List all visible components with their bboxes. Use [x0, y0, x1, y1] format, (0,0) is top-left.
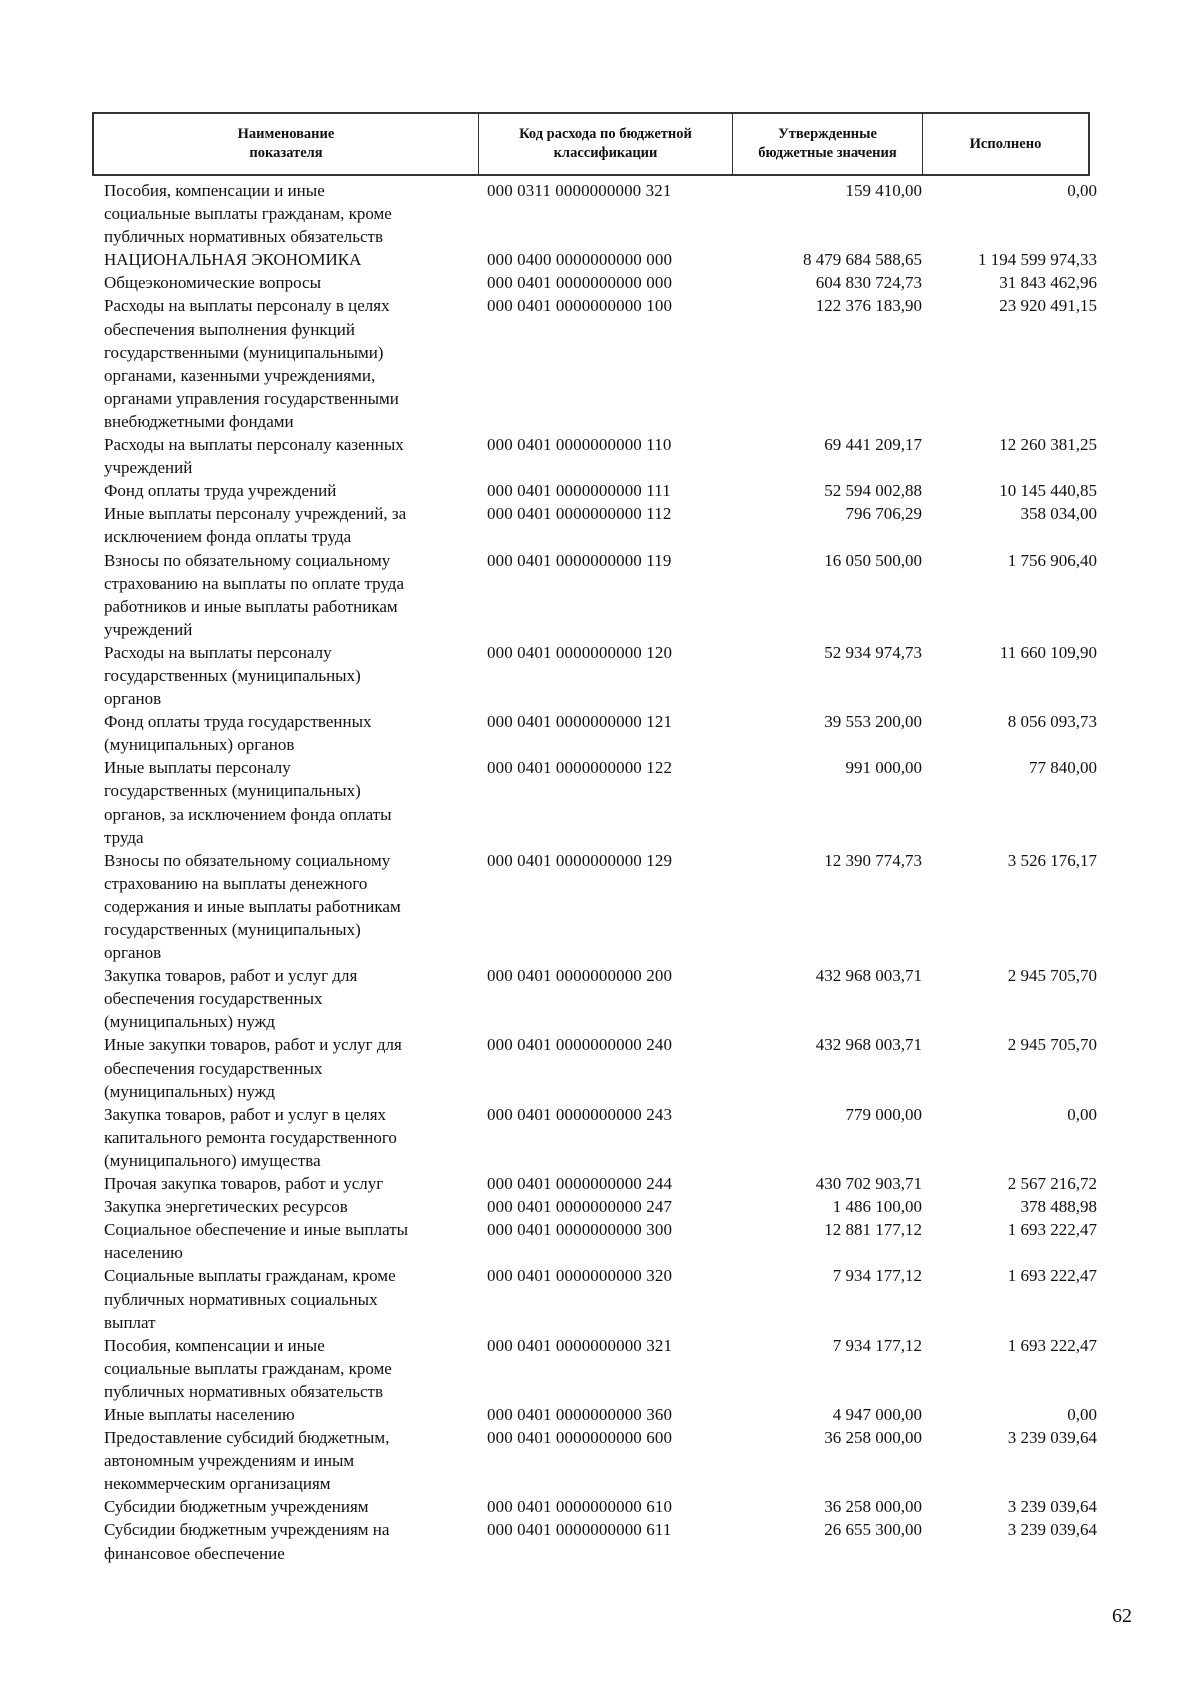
row-code: 000 0401 0000000000 610 [487, 1497, 673, 1517]
header-name: Наименование показателя [237, 126, 335, 161]
row-code: 000 0401 0000000000 112 [487, 504, 672, 524]
row-code: 000 0401 0000000000 300 [487, 1220, 673, 1240]
row-done: 358 034,00 [1020, 504, 1097, 524]
table-row [0, 1264, 1200, 1333]
row-approved: 159 410,00 [845, 181, 922, 200]
row-code: 000 0401 0000000000 121 [487, 712, 673, 732]
row-done: 1 693 222,47 [1007, 1266, 1097, 1286]
row-done: 1 693 222,47 [1007, 1335, 1097, 1355]
row-done: 2 945 705,70 [1007, 966, 1097, 986]
row-code: 000 0401 0000000000 122 [487, 758, 673, 778]
table-row [0, 1195, 1200, 1218]
row-name: НАЦИОНАЛЬНАЯ ЭКОНОМИКА [104, 250, 362, 270]
row-name: Прочая закупка товаров, работ и услуг [104, 1174, 384, 1194]
row-done: 0,00 [1067, 1104, 1097, 1124]
row-approved: 122 376 183,90 [815, 296, 922, 316]
row-code: 000 0401 0000000000 244 [487, 1174, 673, 1194]
row-done: 31 843 462,96 [999, 273, 1097, 293]
row-approved: 432 968 003,71 [815, 966, 922, 986]
row-approved: 432 968 003,71 [815, 1035, 922, 1055]
row-code: 000 0400 0000000000 000 [487, 250, 673, 270]
row-code: 000 0401 0000000000 111 [487, 481, 671, 501]
row-approved: 12 390 774,73 [824, 850, 922, 870]
row-approved: 779 000,00 [845, 1104, 922, 1124]
row-name: Иные закупки товаров, работ и услуг для обеспечения государственных (муниципальных) нужд [104, 1035, 402, 1101]
row-done: 10 145 440,85 [999, 481, 1097, 501]
row-approved: 12 881 177,12 [824, 1220, 922, 1240]
row-name: Социальное обеспечение и иные выплаты населению [104, 1220, 409, 1263]
table-row [0, 1518, 1200, 1564]
row-done: 1 756 906,40 [1007, 550, 1097, 570]
row-name: Предоставление субсидий бюджетным, автономным учреждениям и иным некоммерческим организациям [104, 1428, 390, 1494]
row-approved: 604 830 724,73 [815, 273, 922, 293]
page-number: 62 [1112, 1605, 1132, 1627]
row-approved: 39 553 200,00 [824, 712, 922, 732]
row-code: 000 0401 0000000000 360 [487, 1404, 673, 1424]
header-approved: Утвержденные бюджетные значения [732, 114, 922, 174]
table-header [92, 112, 1090, 176]
table-row [0, 1495, 1200, 1518]
row-code: 000 0401 0000000000 321 [487, 1335, 673, 1355]
row-code: 000 0401 0000000000 247 [487, 1197, 673, 1217]
table-row [0, 1033, 1200, 1102]
table-row [0, 1218, 1200, 1264]
header-done: Исполнено [922, 114, 1088, 174]
row-approved: 1 486 100,00 [832, 1197, 922, 1217]
table-row [0, 756, 1200, 848]
row-name: Взносы по обязательному социальному страхованию на выплаты денежного содержания и иные выплаты работникам государственных (муниципальных) органов [104, 850, 401, 963]
table-row [0, 248, 1200, 271]
table-row [0, 641, 1200, 710]
row-code: 000 0401 0000000000 600 [487, 1428, 673, 1448]
table-row [0, 1103, 1200, 1172]
table-row [0, 271, 1200, 294]
row-name: Иные выплаты персоналу государственных (муниципальных) органов, за исключением фонда оплаты труда [104, 758, 392, 847]
row-approved: 52 594 002,88 [824, 481, 922, 501]
row-done: 77 840,00 [1029, 758, 1097, 778]
row-approved: 7 934 177,12 [832, 1266, 922, 1286]
row-name: Пособия, компенсации и иные социальные выплаты гражданам, кроме публичных нормативных обязательств [104, 181, 392, 247]
row-approved: 4 947 000,00 [832, 1404, 922, 1424]
row-name: Закупка товаров, работ и услуг для обеспечения государственных (муниципальных) нужд [104, 966, 358, 1032]
row-done: 8 056 093,73 [1007, 712, 1097, 732]
table-row [0, 479, 1200, 502]
table-row [0, 1172, 1200, 1195]
row-code: 000 0401 0000000000 119 [487, 550, 672, 570]
row-name: Фонд оплаты труда учреждений [104, 481, 337, 501]
table-row [0, 179, 1200, 248]
row-approved: 26 655 300,00 [824, 1520, 922, 1540]
table-row [0, 433, 1200, 479]
table-body [0, 179, 1200, 1565]
row-name: Расходы на выплаты персоналу в целях обеспечения выполнения функций государственными (муниципальными) органами, казенными учреждениями, органами управления государственными внебюджетными фондами [104, 296, 399, 431]
row-done: 3 239 039,64 [1007, 1428, 1097, 1448]
header-code: Код расхода по бюджетной классификации [478, 114, 732, 174]
row-name: Субсидии бюджетным учреждениям на финансовое обеспечение [104, 1520, 390, 1563]
row-code: 000 0401 0000000000 100 [487, 296, 673, 316]
row-code: 000 0401 0000000000 240 [487, 1035, 673, 1055]
row-code: 000 0401 0000000000 000 [487, 273, 673, 293]
row-approved: 796 706,29 [845, 504, 922, 524]
row-code: 000 0401 0000000000 129 [487, 850, 673, 870]
table-row [0, 549, 1200, 641]
row-code: 000 0401 0000000000 200 [487, 966, 673, 986]
row-done: 3 526 176,17 [1007, 850, 1097, 870]
table-row [0, 1403, 1200, 1426]
row-approved: 16 050 500,00 [824, 550, 922, 570]
row-name: Субсидии бюджетным учреждениям [104, 1497, 369, 1517]
row-name: Расходы на выплаты персоналу казенных учреждений [104, 435, 404, 478]
row-name: Фонд оплаты труда государственных (муниципальных) органов [104, 712, 372, 755]
row-name: Пособия, компенсации и иные социальные выплаты гражданам, кроме публичных нормативных обязательств [104, 1335, 392, 1401]
row-done: 2 567 216,72 [1007, 1174, 1097, 1194]
row-name: Взносы по обязательному социальному страхованию на выплаты по оплате труда работников и иные выплаты работникам учреждений [104, 550, 404, 639]
row-name: Общеэкономические вопросы [104, 273, 321, 293]
table-row [0, 710, 1200, 756]
row-approved: 8 479 684 588,65 [803, 250, 922, 270]
row-name: Закупка товаров, работ и услуг в целях капитального ремонта государственного (муниципального) имущества [104, 1104, 397, 1170]
row-done: 23 920 491,15 [999, 296, 1097, 316]
row-approved: 991 000,00 [845, 758, 922, 778]
row-approved: 36 258 000,00 [824, 1428, 922, 1448]
row-approved: 52 934 974,73 [824, 642, 922, 662]
row-approved: 7 934 177,12 [832, 1335, 922, 1355]
row-approved: 430 702 903,71 [815, 1174, 922, 1194]
row-done: 0,00 [1067, 1404, 1097, 1424]
row-done: 1 693 222,47 [1007, 1220, 1097, 1240]
table-row [0, 849, 1200, 964]
row-approved: 36 258 000,00 [824, 1497, 922, 1517]
table-row [0, 1426, 1200, 1495]
table-row [0, 1334, 1200, 1403]
row-name: Закупка энергетических ресурсов [104, 1197, 348, 1217]
row-done: 3 239 039,64 [1007, 1497, 1097, 1517]
row-name: Иные выплаты населению [104, 1404, 295, 1424]
row-code: 000 0401 0000000000 120 [487, 642, 673, 662]
row-done: 3 239 039,64 [1007, 1520, 1097, 1540]
table-row [0, 964, 1200, 1033]
row-code: 000 0311 0000000000 321 [487, 181, 672, 200]
row-code: 000 0401 0000000000 611 [487, 1520, 672, 1540]
row-approved: 69 441 209,17 [824, 435, 922, 455]
row-done: 11 660 109,90 [999, 642, 1097, 662]
row-code: 000 0401 0000000000 110 [487, 435, 672, 455]
table-row [0, 502, 1200, 548]
row-done: 378 488,98 [1020, 1197, 1097, 1217]
row-name: Расходы на выплаты персоналу государственных (муниципальных) органов [104, 642, 361, 709]
row-name: Социальные выплаты гражданам, кроме публичных нормативных социальных выплат [104, 1266, 396, 1332]
row-name: Иные выплаты персоналу учреждений, за исключением фонда оплаты труда [104, 504, 407, 547]
row-code: 000 0401 0000000000 243 [487, 1104, 673, 1124]
row-done: 1 194 599 974,33 [978, 250, 1097, 270]
row-done: 0,00 [1067, 181, 1097, 200]
table-row [0, 294, 1200, 433]
row-done: 12 260 381,25 [999, 435, 1097, 455]
row-code: 000 0401 0000000000 320 [487, 1266, 673, 1286]
row-done: 2 945 705,70 [1007, 1035, 1097, 1055]
